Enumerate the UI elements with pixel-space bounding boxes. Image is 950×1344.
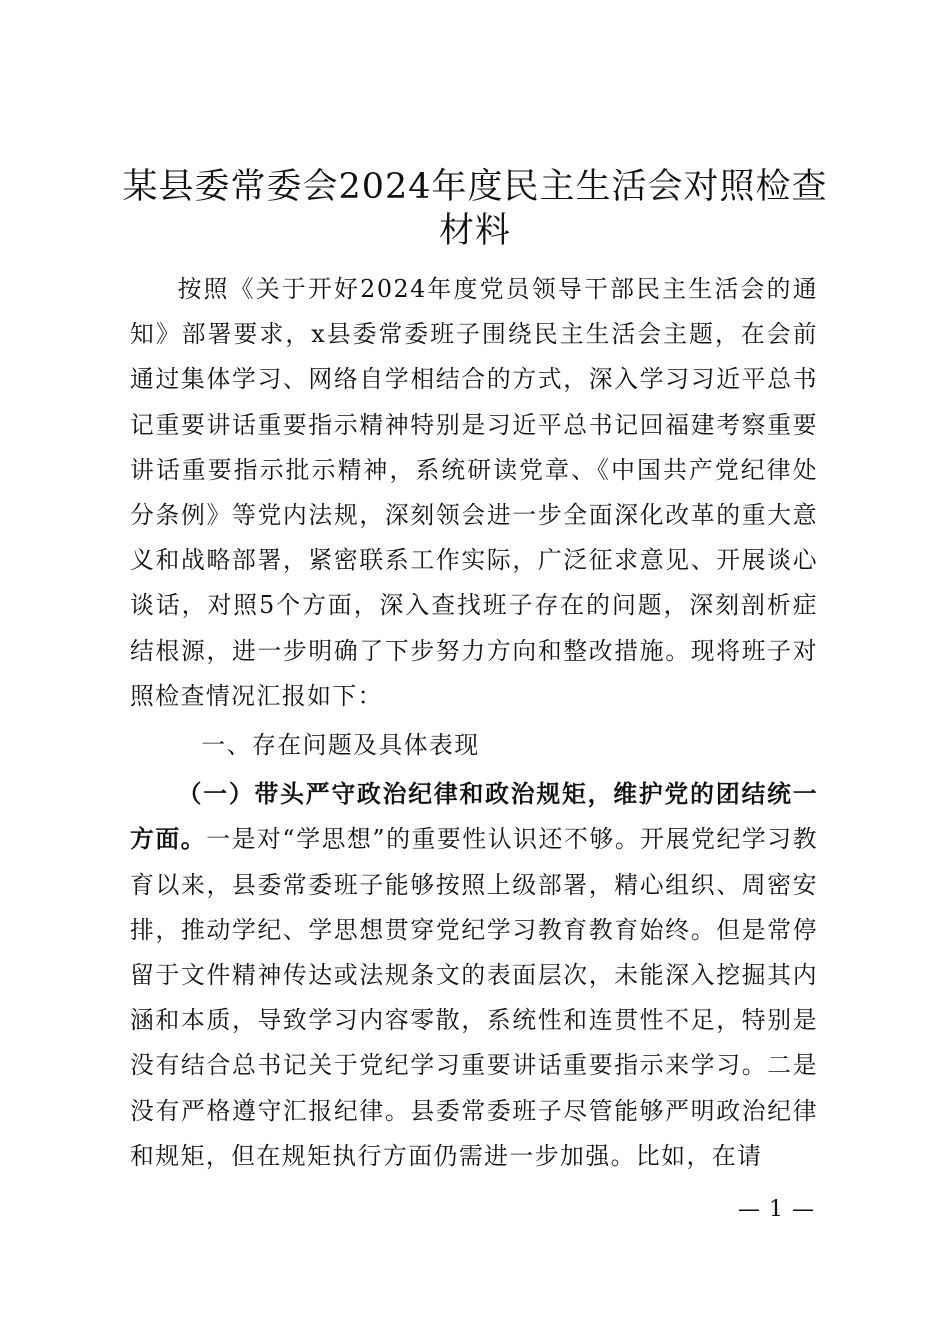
- intro-paragraph: 按照《关于开好2024年度党员领导干部民主生活会的通知》部署要求，x县委常委班子围绕民主生活会主题，在会前通过集体学习、网络自学相结合的方式，深入学习习近平总书记重要讲话重要指示精神特别是习近平总书记回福建考察重要讲话重要指示批示精神，系统研读党章、《中国共产党纪律处分条例》等党内法规，深刻领会进一步全面深化改革的重大意义和战略部署，紧密联系工作实际，广泛征求意见、开展谈心谈话，对照5个方面，深入查找班子存在的问题，深刻剖析症结根源，进一步明确了下步努力方向和整改措施。现将班子对照检查情况汇报如下：: [130, 275, 818, 710]
- title-line-2: 材料: [438, 211, 511, 251]
- document-title: [120, 165, 830, 253]
- subsection-body: 一是对“学思想”的重要性认识还不够。开展党纪学习教育以来，县委常委班子能够按照上级部署，精心组织、周密安排，推动学纪、学思想贯穿党纪学习教育教育始终。但是常停留于文件精神传达或法规条文的表面层次，未能深入挖掘其内涵和本质，导致学习内容零散，系统性和连贯性不足，特别是没有结合总书记关于党纪学习重要讲话重要指示来学习。二是没有严格遵守汇报纪律。县委常委班子尽管能够严明政治纪律和规矩，但在规矩执行方面仍需进一步加强。比如，在请: [130, 825, 818, 1170]
- document-body: [130, 267, 818, 1179]
- subsection-lead: （一）带头严守政治纪律和政治规矩，维护党的团结统一方面。: [130, 780, 818, 854]
- subsection-paragraph: [130, 772, 818, 1179]
- page-number: — 1 —: [738, 1197, 815, 1222]
- section-heading: 一、存在问题及具体表现: [201, 731, 480, 760]
- title-line-1: 某县委常委会2024年度民主生活会对照检查: [122, 167, 828, 207]
